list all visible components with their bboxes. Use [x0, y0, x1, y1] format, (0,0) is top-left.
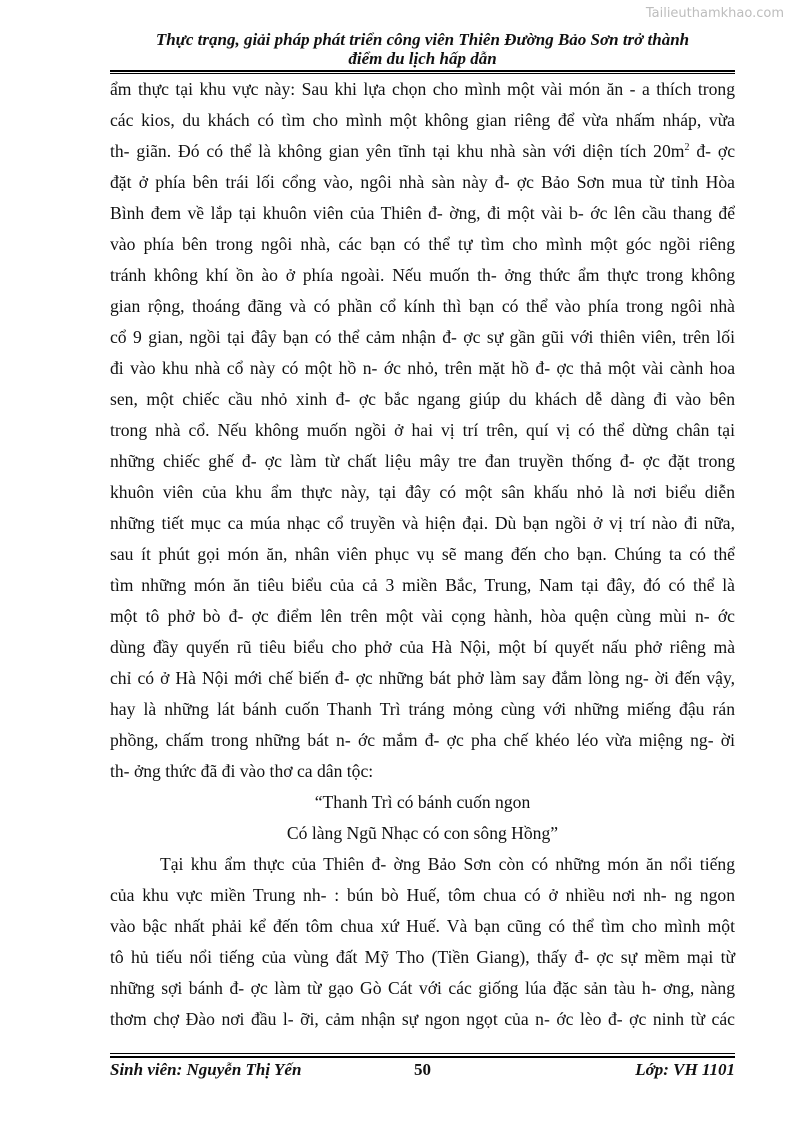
text-line: cổ 9 gian, ngồi tại đây bạn có thể cảm nhận đ- ợc sự gần gũi với thiên viên, trên lối: [110, 327, 735, 347]
page-number: 50: [414, 1060, 431, 1079]
text-line: những tiết mục ca múa nhạc cổ truyền và hiện đại. Dù bạn ngồi ở vị trí nào đi nữa,: [110, 513, 735, 533]
text-line: tô hủ tiếu nổi tiếng của vùng đất Mỹ Tho (Tiền Giang), thấy đ- ợc sự mềm mại từ: [110, 947, 735, 967]
watermark: Tailieuthamkhao.com: [645, 6, 784, 21]
text-line: Tại khu ẩm thực của Thiên đ- ờng Bảo Sơn còn có những món ăn nổi tiếng: [160, 854, 735, 874]
text-line: chỉ có ở Hà Nội mới chế biến đ- ợc những bát phở làm say đắm lòng ng- ời đến vậy,: [110, 668, 735, 688]
text-line: tránh không khí ồn ào ở phía ngoài. Nếu muốn th- ởng thức ẩm thực trong không: [110, 265, 735, 285]
footer-rule-thin: [110, 1053, 735, 1054]
text-line: th- giãn. Đó có thể là không gian yên tĩnh tại khu nhà sàn với diện tích $20m^2$ đ- ợc: [110, 141, 735, 161]
text-line: đặt ở phía bên trái lối cổng vào, ngôi nhà sàn này đ- ợc Bảo Sơn mua từ tỉnh Hòa: [110, 172, 735, 192]
class-label: Lớp: VH 1101: [635, 1060, 735, 1079]
text-line: hay là những lát bánh cuốn Thanh Trì tráng mỏng cùng với những miếng đậu rán: [110, 699, 735, 719]
text-line: phồng, chấm trong những bát n- ớc mắm đ- ợc pha chế khéo léo vừa miệng ng- ời: [110, 730, 735, 750]
text-line: các kios, du khách có tìm cho mình một không gian riêng để vừa nhấm nháp, vừa: [110, 110, 735, 130]
text-line: dùng đầy quyến rũ tiêu biểu cho phở của Hà Nội, một bí quyết nấu phở riêng mà: [110, 637, 735, 657]
text-line: của khu vực miền Trung nh- : bún bò Huế, tôm chua có ở nhiều nơi nh- ng ngon: [110, 885, 735, 905]
text-line: sau ít phút gọi món ăn, nhân viên phục vụ sẽ mang đến cho bạn. Chúng ta có thể: [110, 544, 735, 564]
text-line: ẩm thực tại khu vực này: Sau khi lựa chọn cho mình một vài món ăn - a thích trong: [110, 79, 735, 99]
text-line: trong nhà cổ. Nếu không muốn ngồi ở hai vị trí trên, quí vị có thể dừng chân tại: [110, 420, 735, 440]
text-line: những chiếc ghế đ- ợc làm từ chất liệu mây tre đan truyền thống đ- ợc đặt trong: [110, 451, 735, 471]
text-line: tìm những món ăn tiêu biểu của cả 3 miền Bắc, Trung, Nam tại đây, đó có thể là: [110, 575, 735, 595]
body-text: [110, 74, 735, 1035]
text-line: thơm chợ Đào nơi đầu l- ỡi, cảm nhận sự ngon ngọt của n- ớc lèo đ- ợc ninh từ các: [110, 1009, 735, 1029]
poem-line: “Thanh Trì có bánh cuốn ngon: [314, 792, 531, 812]
poem-line: Có làng Ngũ Nhạc có con sông Hồng”: [286, 823, 559, 843]
footer-rule: [110, 1056, 735, 1058]
text-line: những sợi bánh đ- ợc làm từ gạo Gò Cát với các giống lúa đặc sản tàu h- ơng, nàng: [110, 978, 735, 998]
header-rule: [110, 70, 735, 72]
text-line: khuôn viên của khu ẩm thực này, tại đây có một sân khấu nhỏ là nơi biểu diễn: [110, 482, 735, 502]
header-title-line-2: điểm du lịch hấp dẫn: [348, 49, 497, 68]
text-line: đi vào khu nhà cổ này có một hồ n- ớc nhỏ, trên mặt hồ đ- ợc thả một vài cành hoa: [110, 358, 735, 378]
header-title-line-1: Thực trạng, giải pháp phát triển công viên Thiên Đường Bảo Sơn trở thành: [155, 30, 690, 49]
student-name: Sinh viên: Nguyễn Thị Yến: [110, 1060, 302, 1079]
text-line: Bình đem về lắp tại khuôn viên của Thiên đ- ờng, đi một vài b- ớc lên cầu thang để: [110, 203, 735, 223]
text-line: vào bậc nhất phải kể đến tôm chua xứ Huế. Và bạn cũng có thể tìm cho mình một: [110, 916, 735, 936]
text-line: th- ởng thức đã đi vào thơ ca dân tộc:: [110, 761, 374, 781]
text-line: sen, một chiếc cầu nhỏ xinh đ- ợc bắc ngang giúp du khách dễ dàng đi vào bên: [110, 389, 735, 409]
superscript: 2: [684, 142, 690, 154]
page-footer: [110, 1060, 735, 1082]
text-line: vào phía bên trong ngôi nhà, các bạn có thể tự tìm cho mình một góc ngồi riêng: [110, 234, 735, 254]
text-line: gian rộng, thoáng đãng và có phần cổ kính thì bạn có thể vào phía trong ngôi nhà: [110, 296, 735, 316]
text-line: một tô phở bò đ- ợc điểm lên trên một vài cọng hành, hòa quện cùng mùi n- ớc: [110, 606, 735, 626]
page-header: [110, 30, 735, 68]
